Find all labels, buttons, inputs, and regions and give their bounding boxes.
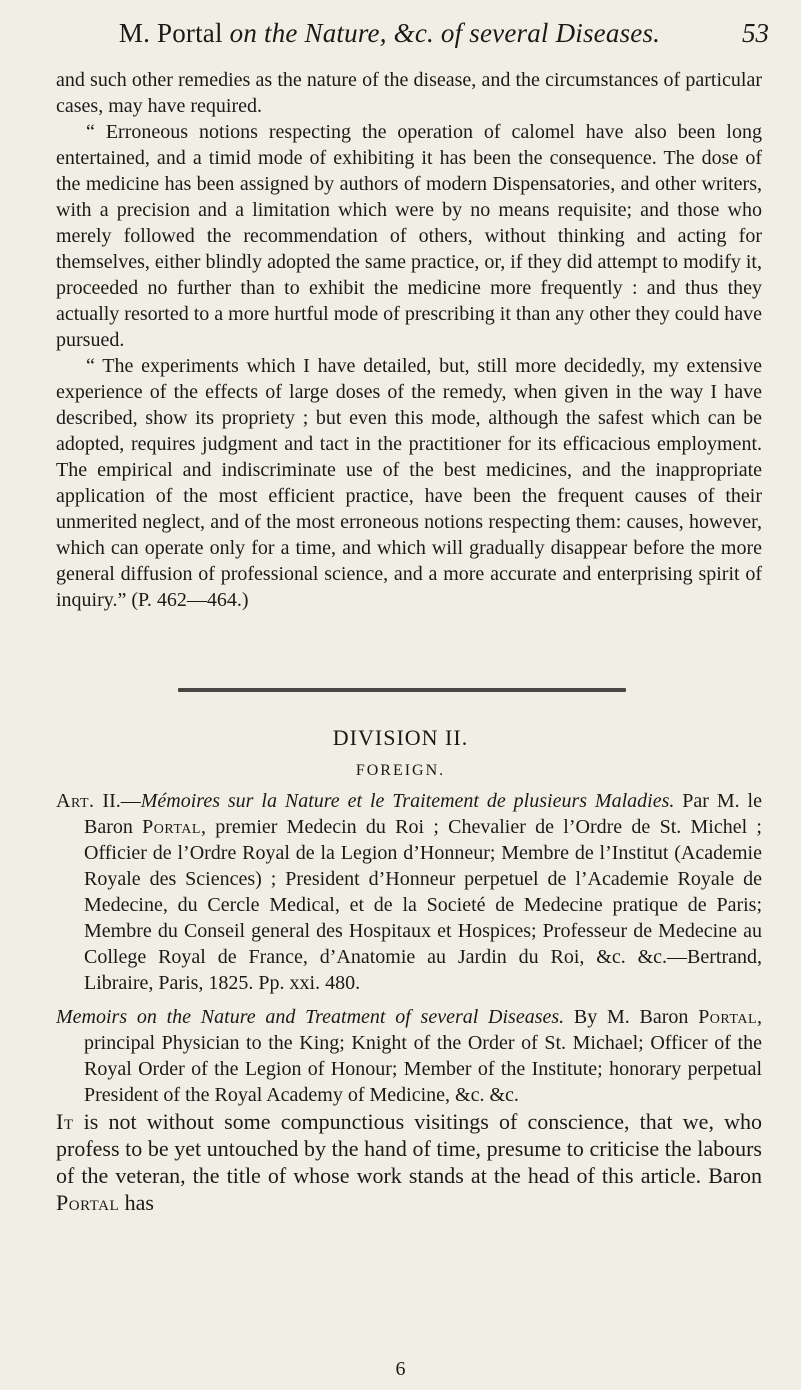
english-author-name: Portal	[698, 1006, 758, 1028]
english-citation	[56, 1004, 762, 1108]
english-details: , principal Physician to the King; Knight of the Order of St. Michael; Officer of the Royal Order of the Legion of Honour; Member of the Institute; honorary perpetual President of the Royal Academy of Medicine, &c. &c.	[84, 1006, 763, 1106]
signature-mark: 6	[395, 1358, 406, 1380]
running-header	[50, 18, 769, 58]
section-rule	[178, 688, 626, 692]
header-title-italic: on the Nature, &c. of several Diseases.	[229, 18, 661, 48]
body-text: is not without some compunctious visitings of conscience, that we, who profess to be yet untouched by the hand of time, presume to criticise the labours of the veteran, the title of whose work stands at the head of this article. Baron	[56, 1109, 762, 1188]
french-details: , premier Medecin du Roi ; Chevalier de l’Ordre de St. Michel ; Officier de l’Ordre Royal de la Legion d’Honneur; Membre de l’Institut (Academie Royale des Sciences) ; President d’Honneur perpetuel de l’Academie Royale de Medecine, du Cercle Medical, et de la Societé de Medecine pratique de Paris; Membre du Conseil general des Hospitaux et Hospices; Professeur de Medecine au College Royal de France, d’Anatomie au Jardin du Roi, &c. &c.—Bertrand, Libraire, Paris, 1825. Pp. xxi. 480.	[84, 816, 762, 994]
header-author: M. Portal	[118, 18, 223, 48]
paragraph: and such other remedies as the nature of the disease, and the circumstances of particular cases, may have required.	[56, 69, 762, 117]
opening-caps: It	[56, 1109, 74, 1134]
division-subheading: FOREIGN.	[355, 762, 446, 779]
main-text	[56, 67, 762, 613]
french-title: Mémoires sur la Nature et le Traitement de plusieurs Maladies.	[140, 790, 675, 812]
division-heading: DIVISION II.	[332, 725, 469, 750]
french-author-name: Portal	[142, 816, 201, 838]
body-tail: has	[119, 1190, 154, 1215]
paragraph: “ The experiments which I have detailed, but, still more decidedly, my extensive experience of the effects of large doses of the remedy, when given in the way I have described, show its propriety ; but even this mode, although the safest which can be adopted, requires judgment and tact in the practitioner for its efficacious employment. The empirical and indiscriminate use of the best medicines, and the inappropriate application of the most efficient practice, have been the frequent causes of their unmerited neglect, and of the most erroneous notions respecting them: causes, however, which can operate only for a time, and which will gradually disappear before the more general diffusion of professional science, and a more accurate and enterprising spirit of inquiry.” (P. 462—464.)	[56, 355, 762, 611]
author-name: Portal	[56, 1190, 120, 1215]
header-title	[50, 18, 729, 49]
english-by: By M. Baron	[564, 1006, 699, 1028]
french-citation	[56, 788, 762, 996]
english-title: Memoirs on the Nature and Treatment of several Diseases.	[56, 1006, 565, 1028]
french-by: Par M. le Baron	[84, 790, 762, 838]
page-number: 53	[742, 18, 769, 48]
paragraph: “ Erroneous notions respecting the operation of calomel have also been long entertained, and a timid mode of exhibiting it has been the consequence. The dose of the medicine has been assigned by authors of modern Dispensatories, and other writers, with a precision and a limitation which were by no means requisite; and those who merely followed the recommendation of others, without thinking and acting for themselves, either blindly adopted the same practice, or, if they did attempt to modify it, proceeded no further than to exhibit the medicine more frequently : and thus they actually resorted to a more hurtful mode of prescribing it than any other they could have pursued.	[56, 121, 762, 351]
paragraph	[56, 1108, 762, 1216]
article-text	[56, 1108, 762, 1216]
article-number: II.—	[102, 790, 141, 812]
article-label: Art.	[56, 790, 95, 812]
article-citation	[56, 788, 762, 1108]
